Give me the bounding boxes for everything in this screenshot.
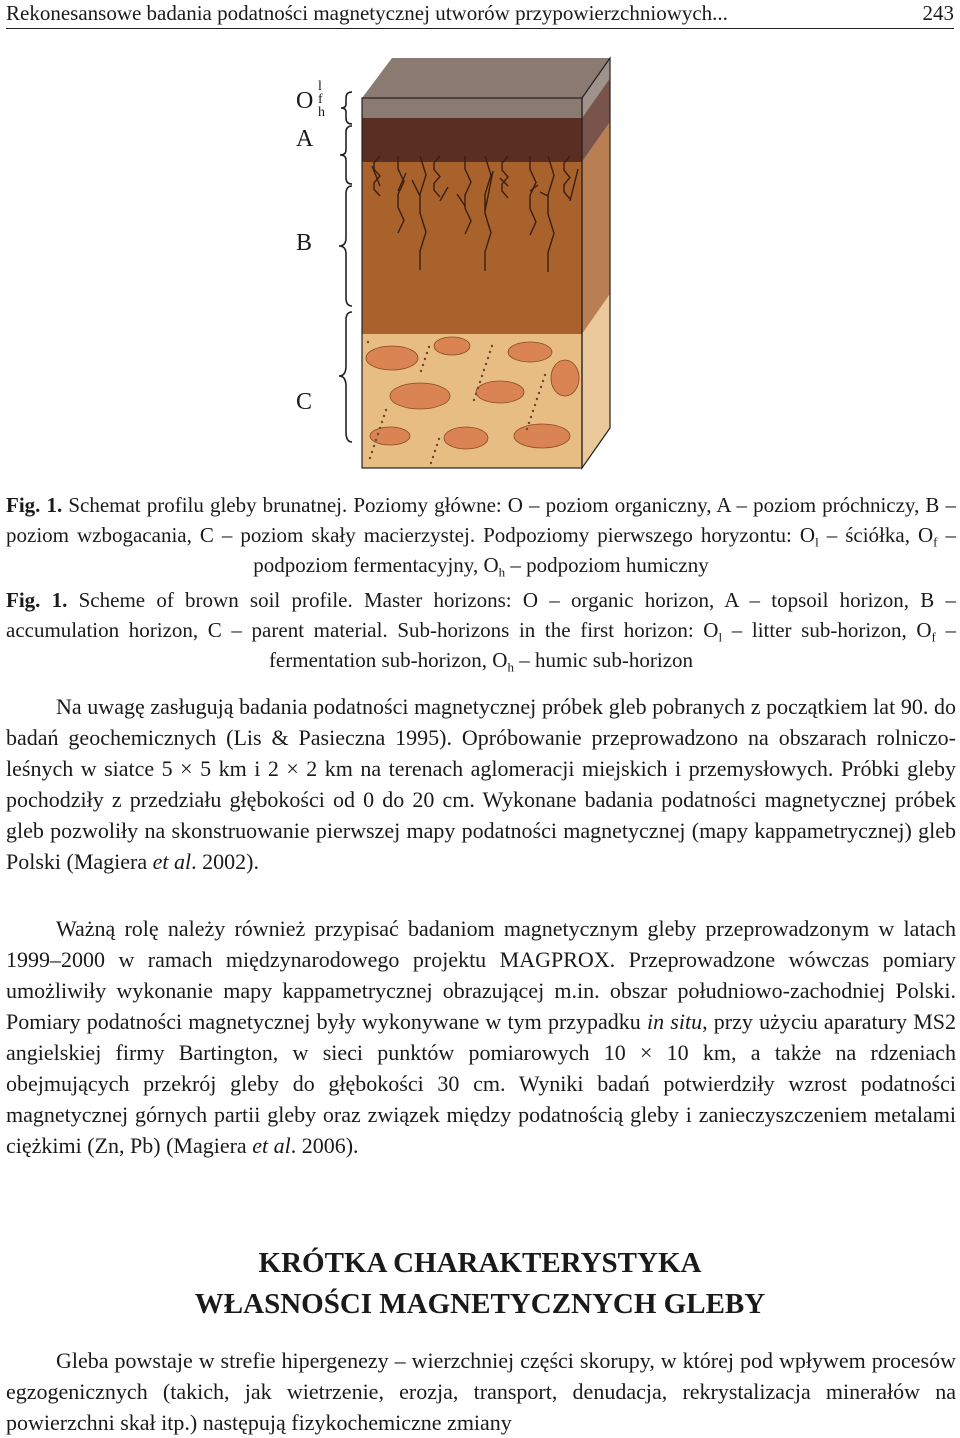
paragraph-2 xyxy=(6,913,956,1161)
paragraph-2-et-al: et al xyxy=(252,1133,291,1158)
sand-dot xyxy=(483,369,485,371)
sand-dot xyxy=(475,393,477,395)
horizon-label-b: B xyxy=(296,230,313,256)
brace-c xyxy=(339,312,352,442)
stone xyxy=(370,427,410,445)
caption-en-text-1: Scheme of brown soil profile. Master horizons: O – organic horizon, A – topsoil horizon, B – accumulation horizon, C – parent material. Sub-horizons in the first horizon: O xyxy=(6,588,956,642)
page-number: 243 xyxy=(922,1,954,25)
sand-dot xyxy=(534,404,536,406)
caption-en-figno: Fig. 1. xyxy=(6,588,68,612)
running-header xyxy=(6,0,954,29)
side-face xyxy=(582,58,610,468)
sand-dot xyxy=(432,456,434,458)
section-title-line-1: KRÓTKA CHARAKTERYSTYKA xyxy=(258,1247,702,1279)
sand-dot xyxy=(373,445,375,447)
paragraph-2-text-b: , przy użyciu aparatury MS2 angielskiej firmy Bartington, w sieci punktów pomiarowych 10 × 10 km, a także na rdzeniach obejmujących przekrój gleby do głębokości 30 cm. Wyniki badań potwierdziły wzrost podatności magnetycznej górnych partii gleby oraz związek między podatnością gleby i zanieczyszczeniem metalami ciężkimi (Zn, Pb) (Magiera xyxy=(6,1009,956,1158)
sand-dot xyxy=(434,450,436,452)
caption-en-text-4: – humic sub-horizon xyxy=(513,648,694,672)
paragraph-1-et-al: et al xyxy=(152,849,192,874)
sand-dot xyxy=(526,428,528,430)
sand-dot xyxy=(489,351,491,353)
caption-en-sub-l: l xyxy=(718,629,723,645)
stone xyxy=(366,346,418,370)
sand-dot xyxy=(530,416,532,418)
sand-dot xyxy=(479,381,481,383)
figure-caption-polish xyxy=(6,490,956,580)
caption-pl-text-1: Schemat profilu gleby brunatnej. Poziomy główne: O – poziom organiczny, A – poziom próchniczy, B – poziom wzbogacania, C – poziom skały macierzystej. Podpoziomy pierwszego horyzontu: O xyxy=(6,493,956,547)
sand-dot xyxy=(528,422,530,424)
sand-dot xyxy=(377,433,379,435)
sand-dot xyxy=(544,374,546,376)
sand-dot xyxy=(485,363,487,365)
sand-dot xyxy=(532,410,534,412)
paragraph-3-text: Gleba powstaje w strefie hipergenezy – wierzchniej części skorupy, w której pod wpływem procesów egzogenicznych (takich, jak wietrzenie, erozja, transport, denudacja, rekrystalizacja minerałów na powierzchni skał itp.) następują fizykochemiczne zmiany xyxy=(6,1348,956,1435)
top-face xyxy=(362,58,610,98)
sand-dot xyxy=(481,375,483,377)
paragraph-1-end: . 2002). xyxy=(191,849,259,874)
figure-caption-english xyxy=(6,585,956,675)
stone xyxy=(476,381,524,403)
caption-pl-text-4: – podpoziom humiczny xyxy=(505,553,709,577)
paragraph-2-text-c: . 2006). xyxy=(290,1133,359,1158)
sand-dot xyxy=(430,462,432,464)
brace-b xyxy=(339,186,352,306)
caption-en-sub-f: f xyxy=(931,629,936,645)
stone xyxy=(390,383,450,409)
stone xyxy=(508,342,552,362)
sand-dot xyxy=(424,358,426,360)
caption-en-text-2: – litter sub-horizon, O xyxy=(722,618,932,642)
running-title: Rekonesansowe badania podatności magnetycznej utworów przypowierzchniowych... xyxy=(6,1,728,25)
soil-profile-figure xyxy=(280,46,680,476)
sand-dot xyxy=(538,392,540,394)
sand-dot xyxy=(383,415,385,417)
caption-pl-sub-f: f xyxy=(933,534,938,550)
sand-dot xyxy=(385,409,387,411)
paragraph-2-in-situ: in situ xyxy=(647,1009,703,1034)
o-sub-f: f xyxy=(318,92,323,107)
stone xyxy=(444,427,488,449)
caption-pl-figno: Fig. 1. xyxy=(6,493,63,517)
sand-dot xyxy=(375,439,377,441)
caption-pl-sub-l: l xyxy=(815,534,819,550)
sand-dot xyxy=(491,345,493,347)
front-face xyxy=(362,98,582,468)
caption-pl-sub-h: h xyxy=(498,564,506,580)
paragraph-1-text: Na uwagę zasługują badania podatności magnetycznej próbek gleb pobranych z początkiem lat 90. do badań geochemicznych (Lis & Pasieczna 1995). Opróbowanie przeprowadzono na obszarach rolniczo-leśnych w siatce 5 × 5 km i 2 × 2 km na terenach aglomeracji miejskich i przemysłowych. Próbki gleby pochodziły z przedziału głębokości od 0 do 20 cm. Wykonane badania podatności magnetycznej próbek gleb pozwoliły na skonstruowanie pierwszej mapy podatności magnetycznej (mapy kappametrycznej) gleb Polski (Magiera xyxy=(6,694,956,874)
paragraph-3 xyxy=(6,1345,956,1438)
stone xyxy=(514,424,570,448)
sand-dot xyxy=(473,399,475,401)
brace-o xyxy=(341,92,352,124)
sand-dot xyxy=(369,457,371,459)
soil-block-drawing xyxy=(280,46,680,476)
sand-dot xyxy=(542,380,544,382)
sand-dot xyxy=(428,346,430,348)
caption-pl-text-3: – podpoziom fermentacyjny, O xyxy=(253,523,956,577)
layer-o-front xyxy=(362,98,582,118)
section-title-line-2: WŁASNOŚCI MAGNETYCZNYCH GLEBY xyxy=(194,1288,766,1320)
sand-dot xyxy=(436,444,438,446)
sand-dot xyxy=(420,370,422,372)
horizon-label-o: O xyxy=(296,88,314,114)
sand-dot xyxy=(422,364,424,366)
sand-dot xyxy=(367,341,369,343)
stone xyxy=(434,337,470,355)
sand-dot xyxy=(487,357,489,359)
sand-dot xyxy=(381,421,383,423)
sand-dot xyxy=(540,386,542,388)
caption-pl-text-2: – ściółka, O xyxy=(818,523,934,547)
sand-dot xyxy=(477,387,479,389)
horizon-label-a: A xyxy=(296,126,314,152)
sand-dot xyxy=(426,352,428,354)
paragraph-2-text-a: Ważną rolę należy również przypisać badaniom magnetycznym gleby przeprowadzonym w latach 1999–2000 w ramach międzynarodowego projektu MAGPROX. Przeprowadzone wówczas pomiary umożliwiły wykonanie mapy kappametrycznej obrazującej m.in. obszar południowo-zachodniej Polski. Pomiary podatności magnetycznej były wykonywane w tym przypadku xyxy=(6,916,956,1034)
horizon-braces xyxy=(339,92,352,442)
sand-dot xyxy=(438,438,440,440)
paragraph-1 xyxy=(6,691,956,877)
sand-dot xyxy=(536,398,538,400)
caption-en-sub-h: h xyxy=(507,659,514,675)
sand-dot xyxy=(371,451,373,453)
horizon-label-c: C xyxy=(296,389,313,415)
o-sub-l: l xyxy=(318,79,322,94)
caption-en-text-3: – fermentation sub-horizon, O xyxy=(268,618,957,672)
stone xyxy=(551,360,579,396)
layer-a-front xyxy=(362,118,582,162)
sand-dot xyxy=(379,427,381,429)
brace-a xyxy=(340,126,352,184)
o-sub-h: h xyxy=(318,105,325,120)
